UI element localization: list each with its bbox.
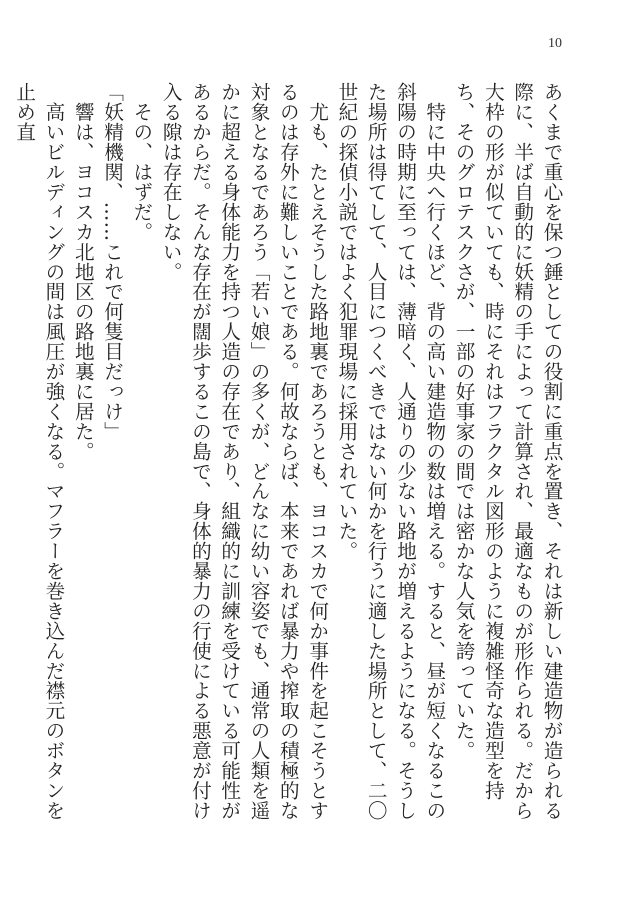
page-number: 10 [548, 36, 562, 51]
paragraph: 尤も、たとえそうした路地裏であろうとも、ヨコスカで何か事件を起こそうとするのは存外に難しいことである。何故ならば、本来であれば暴力や搾取の積極的な対象となるであろう「若い娘」の多くが、どんなに幼い容姿でも、通常の人類を遥かに超える身体能力を持つ人造の存在であり、組織的に訓練を受けている可能性があるからだ。そんな存在が闊歩するこの島で、身体的暴力の行使による悪意が付け入る隙は存在しない。 [159, 82, 329, 821]
body-text [12, 82, 566, 834]
paragraph: あくまで重心を保つ錘としての役割に重点を置き、それは新しい建造物が造られる際に、半ば自動的に妖精の手によって計算され、最適なものが形作られる。だから大枠の形が似ていても、時にそれはフラクタル図形のように複雑怪奇な造型を持ち、そのグロテスクさが、一部の好事家の間では密かな人気を誇っていた。 [452, 82, 563, 821]
paragraph: 高いビルディングの間は風圧が強くなる。マフラーを巻き込んだ襟元のボタンを止め直 [12, 82, 65, 821]
paragraph: 特に中央へ行くほど、背の高い建造物の数は増える。すると、昼が短くなるこの斜陽の時期に至っては、薄暗く、人通りの少ない路地が増えるようになる。そうした場所は得てして、人目につくべきではない何かを行うに適した場所として、二〇世紀の探偵小説ではよく犯罪現場に採用されていた。 [334, 82, 446, 821]
paragraph: 響は、ヨコスカ北地区の路地裏に居た。 [71, 82, 95, 462]
dialogue-line: 「妖精機関、……これで何隻目だっけ」 [100, 82, 124, 442]
paragraph: その、はずだ。 [129, 82, 153, 242]
